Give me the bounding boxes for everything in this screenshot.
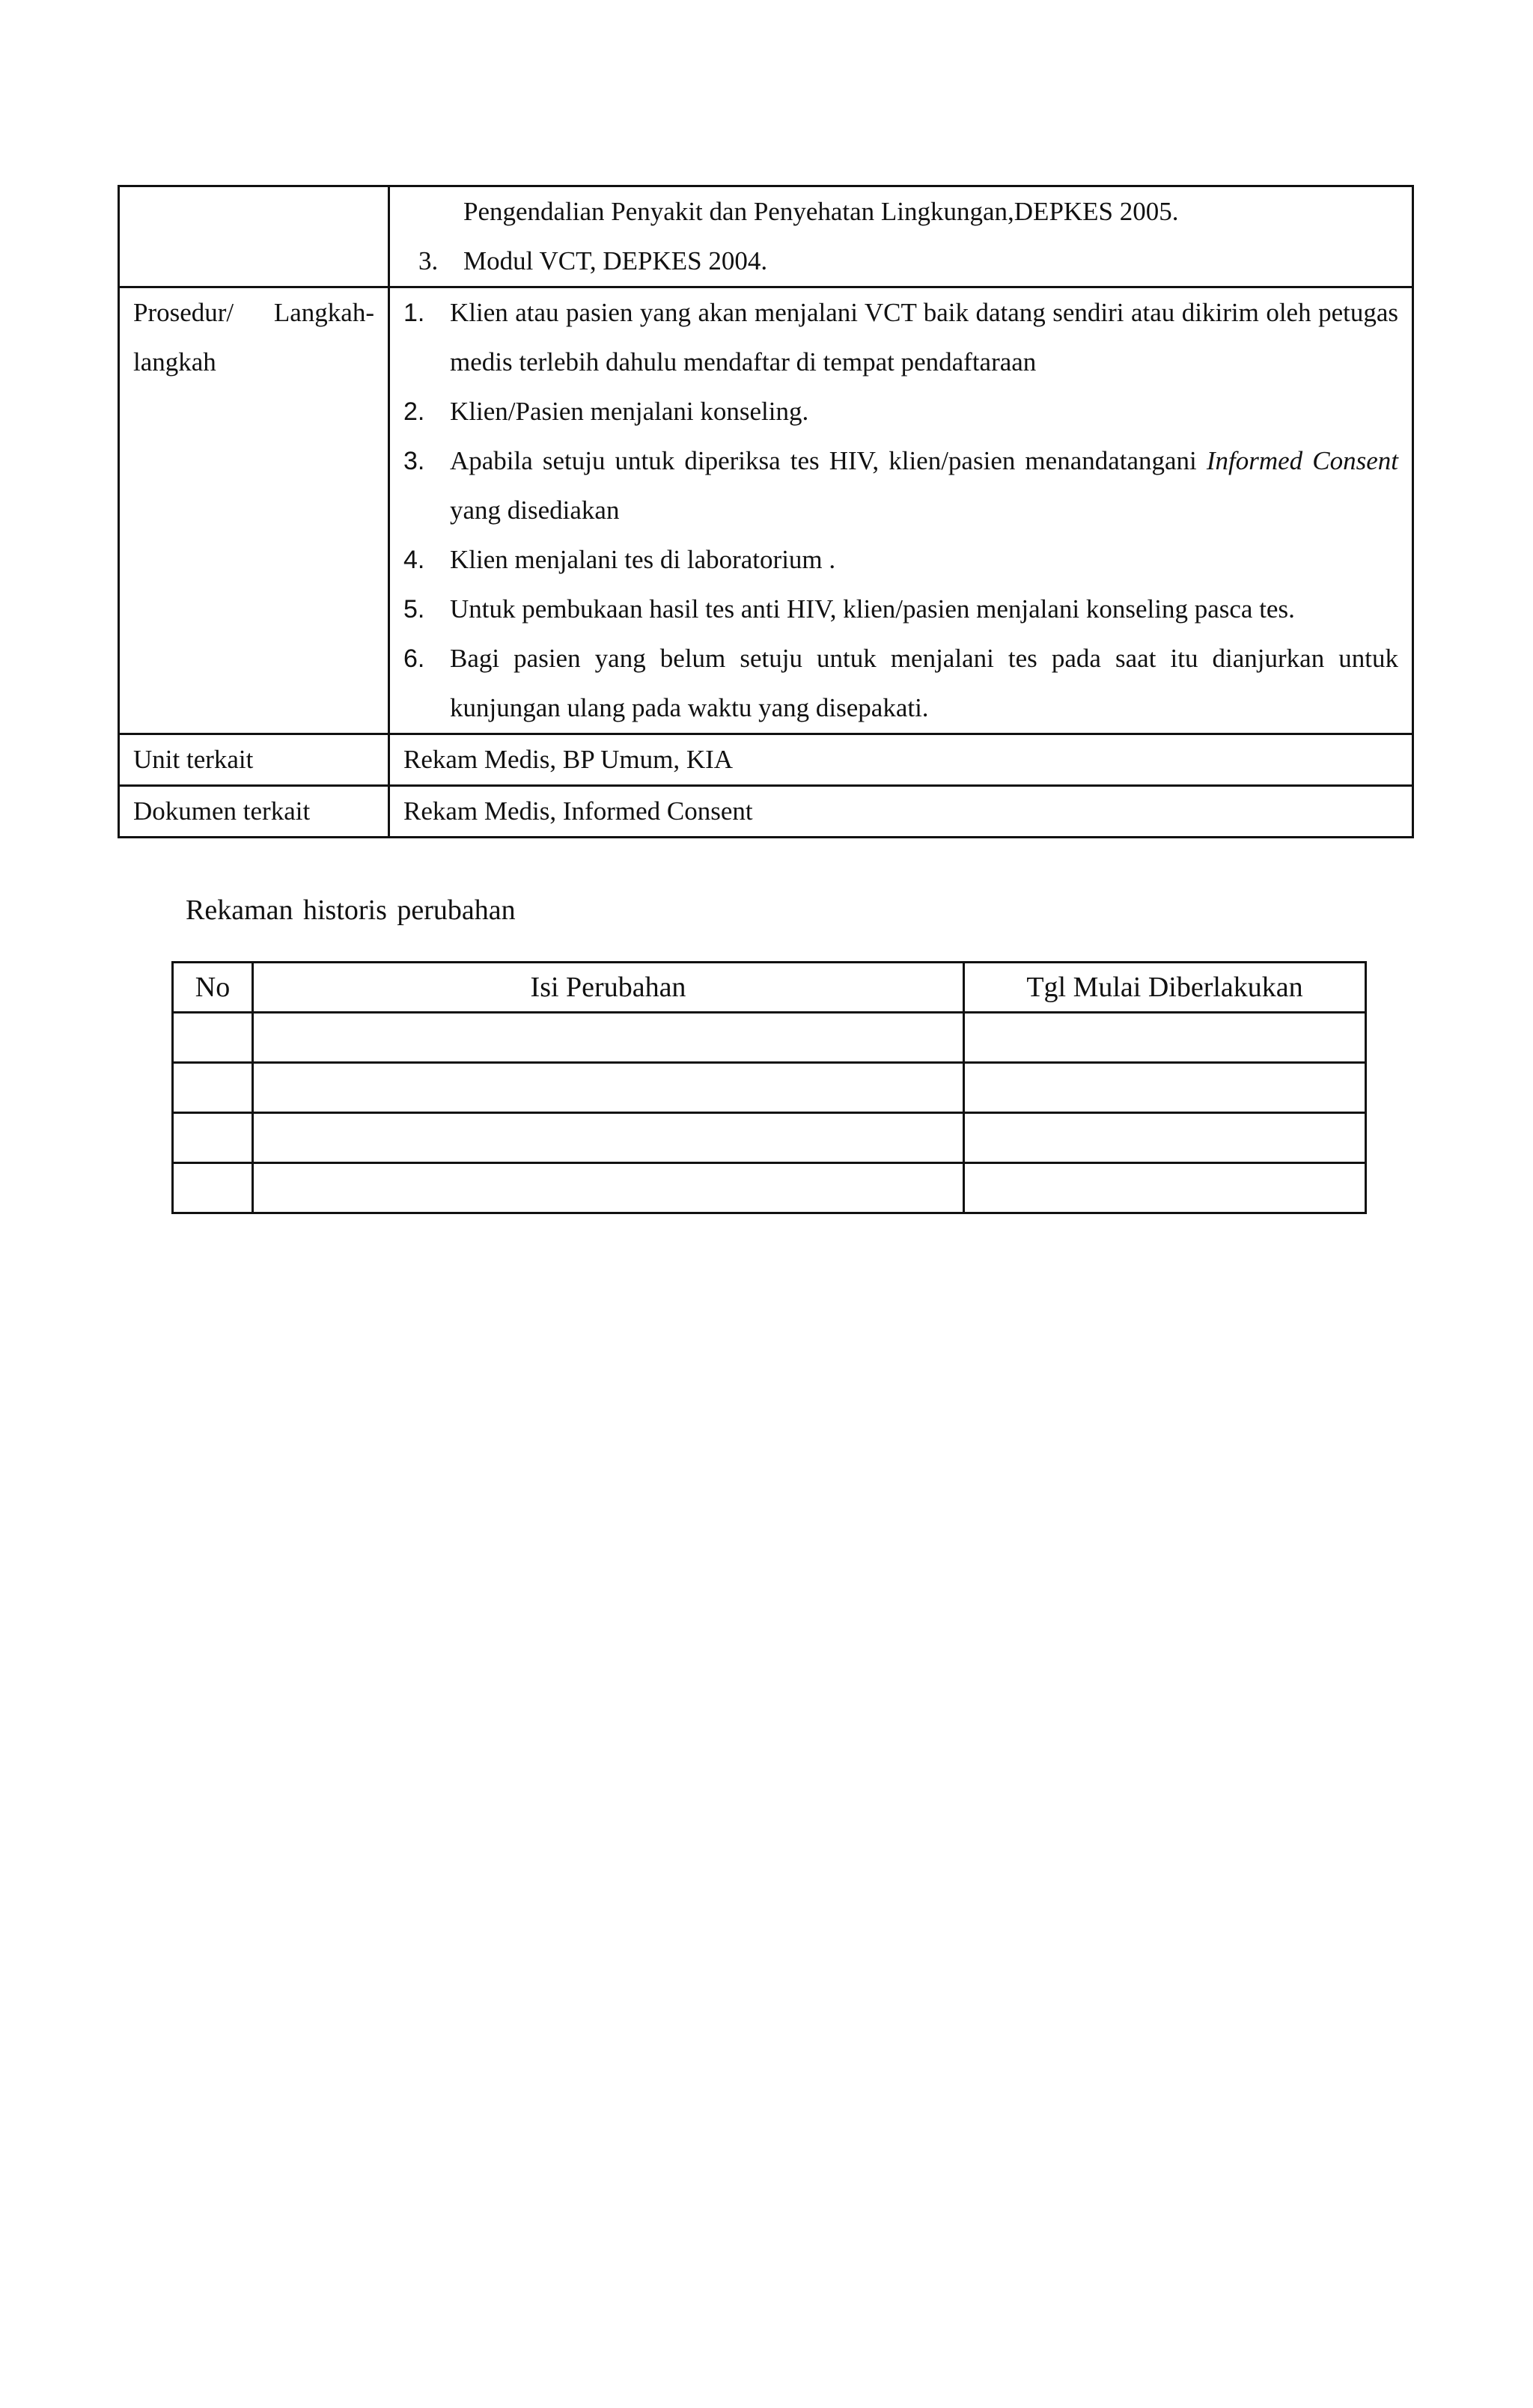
procedure-row — [119, 287, 1413, 734]
history-cell-tgl — [964, 1163, 1366, 1213]
documents-value: Rekam Medis, Informed Consent — [389, 786, 1413, 838]
history-row — [173, 1063, 1366, 1113]
step-text: Bagi pasien yang belum setuju untuk menjalani tes pada saat itu dianjurkan untuk kunjungan ulang pada waktu yang disepakati. — [450, 644, 1398, 722]
history-header-isi: Isi Perubahan — [253, 963, 964, 1013]
reference-item — [403, 237, 1398, 286]
reference-text: Modul VCT, DEPKES 2004. — [463, 246, 768, 275]
step-number: 4. — [403, 546, 425, 574]
procedure-steps-cell — [389, 287, 1413, 734]
history-cell-isi — [253, 1013, 964, 1063]
references-value-cell — [389, 186, 1413, 287]
references-row — [119, 186, 1413, 287]
history-cell-isi — [253, 1163, 964, 1213]
sop-table — [118, 185, 1414, 838]
procedure-step-4 — [403, 535, 1398, 585]
history-cell-no — [173, 1113, 253, 1163]
step-text-after: yang disediakan — [450, 496, 620, 525]
step-number: 1. — [403, 299, 425, 327]
unit-value: Rekam Medis, BP Umum, KIA — [389, 734, 1413, 786]
history-row — [173, 1113, 1366, 1163]
history-cell-tgl — [964, 1063, 1366, 1113]
step-number: 6. — [403, 644, 425, 673]
references-label-cell — [119, 186, 389, 287]
history-row — [173, 1163, 1366, 1213]
step-number: 2. — [403, 397, 425, 426]
history-cell-no — [173, 1163, 253, 1213]
history-title: Rekaman historis perubahan — [186, 894, 516, 926]
documents-row — [119, 786, 1413, 838]
procedure-steps-list — [403, 288, 1398, 733]
history-header-no: No — [173, 963, 253, 1013]
history-cell-tgl — [964, 1113, 1366, 1163]
unit-row — [119, 734, 1413, 786]
step-text-before: Apabila setuju untuk diperiksa tes HIV, klien/pasien menandatangani — [450, 446, 1207, 475]
documents-label: Dokumen terkait — [119, 786, 389, 838]
history-cell-isi — [253, 1063, 964, 1113]
history-header-tgl: Tgl Mulai Diberlakukan — [964, 963, 1366, 1013]
procedure-step-6 — [403, 634, 1398, 733]
procedure-label-line1: Prosedur/ Langkah- — [133, 298, 374, 327]
step-text — [450, 436, 1398, 535]
procedure-label-cell — [119, 287, 389, 734]
step-text: Untuk pembukaan hasil tes anti HIV, klien/pasien menjalani konseling pasca tes. — [450, 594, 1295, 624]
history-header-row — [173, 963, 1366, 1013]
step-text: Klien menjalani tes di laboratorium . — [450, 545, 836, 574]
history-cell-no — [173, 1013, 253, 1063]
step-number: 3. — [403, 447, 425, 475]
unit-label: Unit terkait — [119, 734, 389, 786]
procedure-label-line2: langkah — [133, 347, 216, 377]
procedure-step-3 — [403, 436, 1398, 535]
procedure-step-5 — [403, 585, 1398, 634]
history-cell-no — [173, 1063, 253, 1113]
history-table — [171, 961, 1367, 1214]
step-text-italic: Informed Consent — [1206, 446, 1398, 475]
step-number: 5. — [403, 595, 425, 624]
step-text: Klien/Pasien menjalani konseling. — [450, 397, 809, 426]
step-text: Klien atau pasien yang akan menjalani VCT baik datang sendiri atau dikirim oleh petugas medis terlebih dahulu mendaftar di tempat pendaftaraan — [450, 298, 1398, 377]
history-cell-tgl — [964, 1013, 1366, 1063]
history-row — [173, 1013, 1366, 1063]
reference-continuation-line: Pengendalian Penyakit dan Penyehatan Lingkungan,DEPKES 2005. — [463, 197, 1179, 226]
procedure-step-1 — [403, 288, 1398, 387]
history-cell-isi — [253, 1113, 964, 1163]
procedure-step-2 — [403, 387, 1398, 436]
reference-number: 3. — [418, 246, 439, 275]
